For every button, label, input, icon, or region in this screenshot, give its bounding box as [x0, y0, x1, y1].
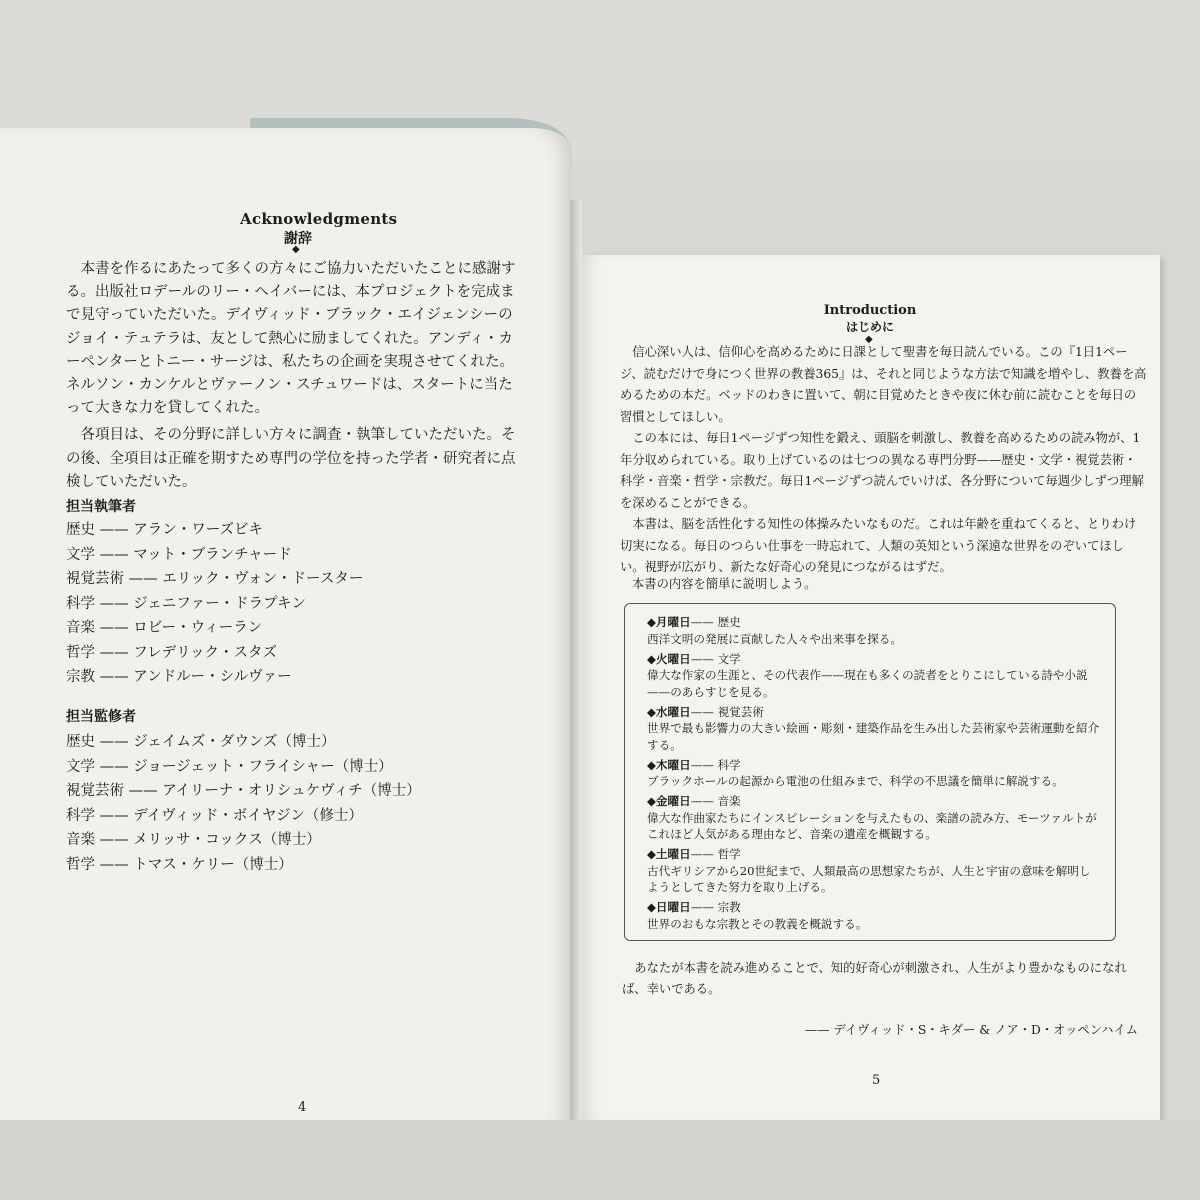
- paragraph: 各項目は、その分野に詳しい方々に調査・執筆していただいた。その後、全項目は正確を期すため専門の学位を持った学者・研究者に点検していただいた。: [66, 427, 516, 490]
- writers-list: [66, 518, 486, 690]
- weekday-entry: [647, 757, 1101, 790]
- list-item: 宗教 —— アンドルー・シルヴァー: [66, 669, 292, 685]
- weekday-entry: [647, 846, 1101, 896]
- acknowledgments-title: Acknowledgments: [240, 210, 398, 228]
- list-item: 視覚芸術 —— アイリーナ・オリシュケヴィチ（博士）: [66, 783, 421, 799]
- paragraph: 本書を作るにあたって多くの方々にご協力いただいたことに感謝する。出版社ロデールのリー・ヘイバーには、本プロジェクトを完成まで見守っていただいた。デイヴィッド・ブラック・エイジェンシーのジョイ・テュテラは、友として熱心に励ましてくれた。アンディ・カーペンターとトニー・サージは、私たちの企画を実現させてくれた。ネルソン・カンケルとヴァーノン・スチュワードは、スタートに当たって大きな力を貸してくれた。: [66, 261, 516, 417]
- acknowledgments-body: [66, 258, 524, 494]
- weekday-subject: —— 宗教: [690, 900, 741, 914]
- author-signature: —— デイヴィッド・S・キダー & ノア・D・オッペンハイム: [804, 1023, 1138, 1037]
- weekday-description: 偉大な作家の生涯と、その代表作——現在も多くの読者をとりこにしている詩や小説——のあらすじを見る。: [647, 668, 1088, 699]
- paragraph: 信心深い人は、信仰心を高めるために日課として聖書を毎日読んでいる。この『1日1ページ、読むだけで身につく世界の教養365』は、それと同じような方法で知識を増やし、教養を高めるための本だ。ベッドのわきに置いて、朝に目覚めたときや夜に休む前に読むことを毎日の習慣としてほしい。: [620, 345, 1147, 424]
- list-item: 哲学 —— トマス・ケリー（博士）: [66, 856, 293, 873]
- weekday-label: ◆木曜日: [647, 757, 691, 772]
- book-gutter: [570, 200, 582, 1140]
- weekday-summary-box: [624, 603, 1116, 941]
- weekday-description: ブラックホールの起源から電池の仕組みまで、科学の不思議を簡単に解説する。: [647, 774, 1064, 788]
- list-item: 歴史 —— アラン・ワーズビキ: [66, 522, 263, 538]
- writers-heading: 担当執筆者: [66, 499, 136, 515]
- weekday-label: ◆火曜日: [647, 651, 691, 666]
- weekday-subject: —— 文学: [690, 651, 741, 666]
- list-item: 音楽 —— ロビー・ウィーラン: [66, 620, 263, 636]
- ornament-diamond-icon: ◆: [865, 334, 873, 345]
- weekday-label: ◆水曜日: [647, 704, 691, 719]
- paragraph: この本には、毎日1ページずつ知性を鍛え、頭脳を刺激し、教養を高めるための読み物が、1年分収められている。取り上げているのは七つの異なる専門分野——歴史・文学・視覚芸術・科学・音楽・哲学・宗教だ。毎日1ページずつ読んでいけば、各分野について毎週少しずつ理解を深めることができる。: [620, 431, 1144, 510]
- introduction-body: [620, 342, 1148, 579]
- weekday-label: ◆日曜日: [647, 900, 691, 914]
- list-item: 哲学 —— フレデリック・スタズ: [66, 644, 278, 661]
- background-bottom: [0, 1120, 1200, 1200]
- page-number-right: 5: [872, 1073, 881, 1088]
- introduction-title: Introduction: [823, 303, 917, 318]
- list-item: 科学 —— ジェニファー・ドラプキン: [66, 595, 306, 612]
- list-item: 音楽 —— メリッサ・コックス（博士）: [66, 832, 321, 848]
- weekday-subject: —— 哲学: [690, 847, 741, 861]
- page-number-left: 4: [298, 1100, 307, 1115]
- weekday-description: 古代ギリシアから20世紀まで、人類最高の思想家たちが、人生と宇宙の意味を解明しようとしてきた努力を取り上げる。: [647, 863, 1091, 894]
- weekday-description: 世界のおもな宗教とその教義を概説する。: [647, 916, 868, 931]
- weekday-entry: [647, 651, 1101, 701]
- supervisors-list: [66, 730, 486, 877]
- weekday-label: ◆土曜日: [647, 847, 691, 861]
- weekday-entry: [647, 793, 1101, 843]
- closing-paragraph: あなたが本書を読み進めることで、知的好奇心が刺激され、人生がより豊かなものになれば、幸いである。: [622, 961, 1127, 996]
- supervisors-heading: 担当監修者: [66, 709, 136, 725]
- list-item: 文学 —— マット・ブランチャード: [66, 546, 292, 563]
- weekday-label: ◆月曜日: [647, 615, 691, 629]
- weekday-description: 西洋文明の発展に貢献した人々や出来事を探る。: [647, 631, 903, 646]
- ornament-diamond-icon: ◆: [292, 244, 300, 255]
- weekday-description: 世界で最も影響力の大きい絵画・彫刻・建築作品を生み出した芸術家や芸術運動を紹介する。: [647, 721, 1100, 752]
- weekday-subject: —— 歴史: [690, 615, 741, 629]
- list-item: 歴史 —— ジェイムズ・ダウンズ（博士）: [66, 734, 336, 750]
- paragraph: 本書は、脳を活性化する知性の体操みたいなものだ。これは年齢を重ねてくると、とりわけ切実になる。毎日のつらい仕事を一時忘れて、人類の英知という深遠な世界をのぞいてほしい。視野が広がり、新たな好奇心の発見につながるはずだ。: [620, 517, 1137, 574]
- weekday-label: ◆金曜日: [647, 794, 691, 808]
- introduction-subtitle: はじめに: [845, 320, 894, 334]
- weekday-subject: —— 音楽: [690, 794, 741, 808]
- lead-text: 本書の内容を簡単に説明しよう。: [632, 577, 817, 591]
- weekday-description: 偉大な作曲家たちにインスピレーションを与えたもの、楽譜の読み方、モーツァルトがこれほど人気がある理由など、音楽の遺産を概観する。: [647, 810, 1097, 841]
- weekday-entry: [647, 899, 1101, 932]
- weekday-subject: —— 科学: [690, 757, 741, 772]
- weekday-entry: [647, 704, 1101, 754]
- acknowledgments-subtitle: 謝辞: [284, 231, 312, 247]
- list-item: 視覚芸術 —— エリック・ヴォン・ドースター: [66, 571, 364, 587]
- weekday-subject: —— 視覚芸術: [690, 704, 764, 719]
- list-item: 科学 —— デイヴィッド・ボイヤジン（修士）: [66, 807, 363, 824]
- weekday-entry: [647, 614, 1101, 647]
- list-item: 文学 —— ジョージェット・フライシャー（博士）: [66, 758, 393, 775]
